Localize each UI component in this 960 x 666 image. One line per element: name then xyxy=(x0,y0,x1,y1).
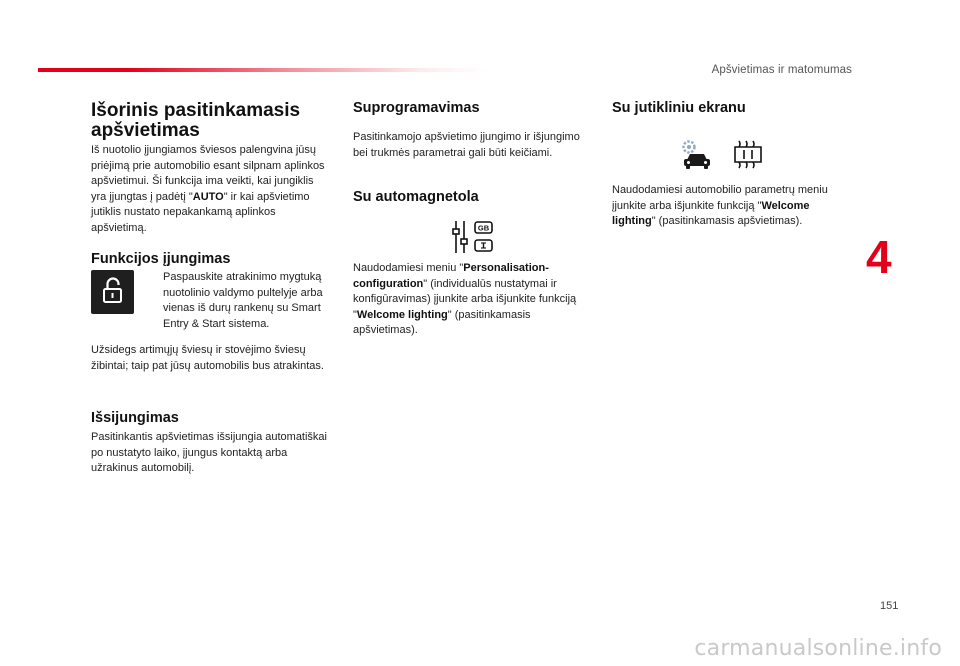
activation-heading: Funkcijos įjungimas xyxy=(91,251,231,267)
deactivation-heading: Išsijungimas xyxy=(91,410,179,426)
gb-label: GB xyxy=(477,223,490,233)
settings-sliders-icon xyxy=(450,219,496,255)
chapter-number: 4 xyxy=(866,231,892,283)
page-number: 151 xyxy=(880,600,899,612)
watermark: carmanualsonline.info xyxy=(694,636,942,661)
programming-paragraph: Pasitinkamojo apšvietimo įjungimo ir išjungimo bei trukmės parametrai gali būti keičiami. xyxy=(353,131,580,159)
chapter-title: Apšvietimas ir matomumas xyxy=(711,64,852,76)
header-accent-bar xyxy=(38,68,488,72)
car-settings-icon xyxy=(680,138,714,172)
touchscreen-heading: Su jutikliniu ekranu xyxy=(612,100,746,116)
activation-bullet-text: Paspauskite atrakinimo mygtuką nuotolinio valdymo pultelyje arba vienas iš durų rankenų su Smart Entry & Start sistema. xyxy=(163,271,323,330)
unlock-icon xyxy=(91,270,134,314)
unlock-button-icon-box xyxy=(91,270,134,314)
section-title: Išorinis pasitinkamasis apšvietimas xyxy=(91,100,301,141)
radio-heading: Su automagnetola xyxy=(353,189,479,205)
programming-heading: Suprogramavimas xyxy=(353,100,480,116)
deactivation-paragraph: Pasitinkantis apšvietimas išsijungia automatiškai po nustatyto laiko, įjungus kontaktą arba užrakinus automobilį. xyxy=(91,431,327,474)
lights-paragraph: Užsidegs artimųjų šviesų ir stovėjimo šviesų žibintai; taip pat jūsų automobilis bus atrakintas. xyxy=(91,344,324,372)
intro-paragraph: Iš nuotolio įjungiamos šviesos palengvina jūsų priėjimą prie automobilio esant silpnam aplinkos apšvietimui. Ši funkcija ima veikti, kai jungiklis yra įjungtas į padėtį "AUTO" ir kai apšvietimo jutiklis nustato nepakankamą aplinkos apšvietimą. xyxy=(91,144,325,234)
rear-demist-icon xyxy=(732,138,764,170)
gear-icon xyxy=(684,142,695,153)
touchscreen-paragraph: Naudodamiesi automobilio parametrų meniu įjunkite arba išjunkite funkciją "Welcome lighting" (pasitinkamasis apšvietimas). xyxy=(612,184,828,227)
radio-paragraph: Naudodamiesi meniu "Personalisation-configuration" (individualūs nustatymai ir konfigūravimas) įjunkite arba išjunkite funkciją "Welcome lighting" (pasitinkamasis apšvietimas). xyxy=(353,262,577,336)
